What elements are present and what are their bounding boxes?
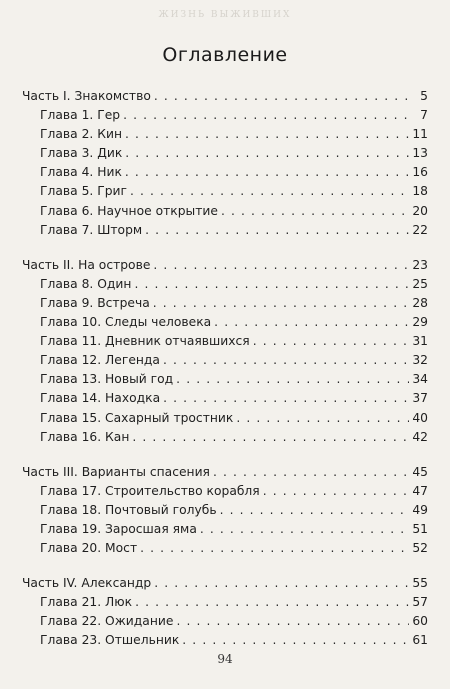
chapter-entry (22, 163, 428, 182)
chapter-page-number: 28 (412, 295, 428, 310)
toc-part-block (22, 256, 428, 447)
chapter-entry (22, 520, 428, 539)
chapter-entry (22, 593, 428, 612)
chapter-page-number: 7 (420, 108, 428, 123)
chapter-entry (22, 428, 428, 447)
chapter-title: Глава 6. Научное открытие (40, 203, 218, 218)
chapter-title: Глава 17. Строительство корабля (40, 483, 260, 498)
chapter-title: Глава 13. Новый год (40, 372, 174, 387)
dot-leader (154, 574, 409, 593)
dot-leader (145, 221, 409, 240)
chapter-page-number: 29 (412, 315, 428, 330)
chapter-entry (22, 144, 428, 163)
chapter-page-number: 25 (412, 276, 428, 291)
dot-leader (125, 125, 409, 144)
part-page-number: 23 (412, 257, 428, 272)
chapter-title: Глава 16. Кан (40, 429, 130, 444)
chapter-title: Глава 8. Один (40, 276, 132, 291)
chapter-entry (22, 182, 428, 201)
dot-leader (221, 202, 409, 221)
chapter-title: Глава 7. Шторм (40, 222, 143, 237)
part-entry (22, 463, 428, 482)
chapter-title: Глава 1. Гер (40, 108, 121, 123)
page-number: 94 (217, 652, 233, 666)
dot-leader (176, 612, 409, 631)
chapter-entry (22, 631, 428, 650)
part-entry (22, 87, 428, 106)
part-title: Часть III. Варианты спасения (22, 464, 210, 479)
dot-leader (163, 351, 409, 370)
chapter-page-number: 16 (412, 165, 428, 180)
chapter-page-number: 49 (412, 502, 428, 517)
chapter-page-number: 61 (412, 633, 428, 648)
chapter-page-number: 52 (412, 541, 428, 556)
chapter-title: Глава 19. Заросшая яма (40, 521, 197, 536)
chapter-title: Глава 18. Почтовый голубь (40, 502, 217, 517)
chapter-title: Глава 22. Ожидание (40, 614, 174, 629)
chapter-entry (22, 294, 428, 313)
chapter-page-number: 42 (412, 429, 428, 444)
chapter-entry (22, 409, 428, 428)
chapter-page-number: 22 (412, 222, 428, 237)
chapter-entry (22, 202, 428, 221)
chapter-title: Глава 20. Мост (40, 541, 138, 556)
part-page-number: 55 (412, 576, 428, 591)
table-of-contents (22, 87, 428, 667)
chapter-title: Глава 11. Дневник отчаявшихся (40, 334, 250, 349)
part-title: Часть IV. Александр (22, 576, 152, 591)
part-entry (22, 574, 428, 593)
running-header: ЖИЗНЬ ВЫЖИВШИХ (158, 10, 292, 20)
dot-leader (182, 631, 409, 650)
chapter-title: Глава 21. Люк (40, 595, 133, 610)
chapter-entry (22, 612, 428, 631)
chapter-entry (22, 539, 428, 558)
chapter-entry (22, 332, 428, 351)
dot-leader (213, 463, 409, 482)
dot-leader (125, 163, 409, 182)
chapter-entry (22, 370, 428, 389)
chapter-page-number: 31 (412, 334, 428, 349)
dot-leader (176, 370, 409, 389)
dot-leader (154, 87, 411, 106)
chapter-entry (22, 351, 428, 370)
dot-leader (214, 313, 409, 332)
dot-leader (200, 520, 409, 539)
chapter-page-number: 37 (412, 391, 428, 406)
part-page-number: 5 (420, 89, 428, 103)
chapter-title: Глава 15. Сахарный тростник (40, 410, 234, 425)
dot-leader (153, 294, 410, 313)
chapter-title: Глава 3. Дик (40, 146, 123, 161)
chapter-page-number: 34 (412, 372, 428, 387)
toc-part-block (22, 87, 428, 240)
dot-leader (135, 593, 409, 612)
chapter-page-number: 57 (412, 595, 428, 610)
chapter-page-number: 32 (412, 353, 428, 368)
chapter-entry (22, 275, 428, 294)
toc-part-block (22, 463, 428, 558)
toc-part-block (22, 574, 428, 650)
page-title: Оглавление (162, 44, 288, 66)
chapter-entry (22, 106, 428, 125)
dot-leader (130, 182, 409, 201)
chapter-title: Глава 23. Отшельник (40, 633, 180, 648)
chapter-title: Глава 14. Находка (40, 391, 161, 406)
chapter-entry (22, 482, 428, 501)
chapter-title: Глава 2. Кин (40, 127, 122, 142)
dot-leader (236, 409, 409, 428)
chapter-page-number: 40 (412, 410, 428, 425)
chapter-title: Глава 9. Встреча (40, 295, 150, 310)
dot-leader (132, 428, 409, 447)
chapter-entry (22, 125, 428, 144)
part-title: Часть I. Знакомство (22, 89, 151, 103)
dot-leader (153, 256, 409, 275)
dot-leader (134, 275, 409, 294)
dot-leader (220, 501, 410, 520)
part-page-number: 45 (412, 464, 428, 479)
dot-leader (140, 539, 409, 558)
chapter-entry (22, 501, 428, 520)
chapter-entry (22, 221, 428, 240)
chapter-page-number: 20 (412, 203, 428, 218)
chapter-title: Глава 12. Легенда (40, 353, 160, 368)
dot-leader (163, 389, 409, 408)
chapter-page-number: 13 (412, 146, 428, 161)
dot-leader (125, 144, 409, 163)
part-title: Часть II. На острове (22, 257, 151, 272)
dot-leader (253, 332, 410, 351)
chapter-page-number: 18 (412, 184, 428, 199)
chapter-entry (22, 389, 428, 408)
chapter-page-number: 47 (412, 483, 428, 498)
chapter-page-number: 51 (412, 521, 428, 536)
chapter-title: Глава 5. Григ (40, 184, 127, 199)
dot-leader (123, 106, 411, 125)
part-entry (22, 256, 428, 275)
chapter-title: Глава 10. Следы человека (40, 315, 212, 330)
chapter-entry (22, 313, 428, 332)
chapter-page-number: 60 (412, 614, 428, 629)
dot-leader (263, 482, 410, 501)
chapter-title: Глава 4. Ник (40, 165, 122, 180)
chapter-page-number: 11 (412, 127, 428, 142)
